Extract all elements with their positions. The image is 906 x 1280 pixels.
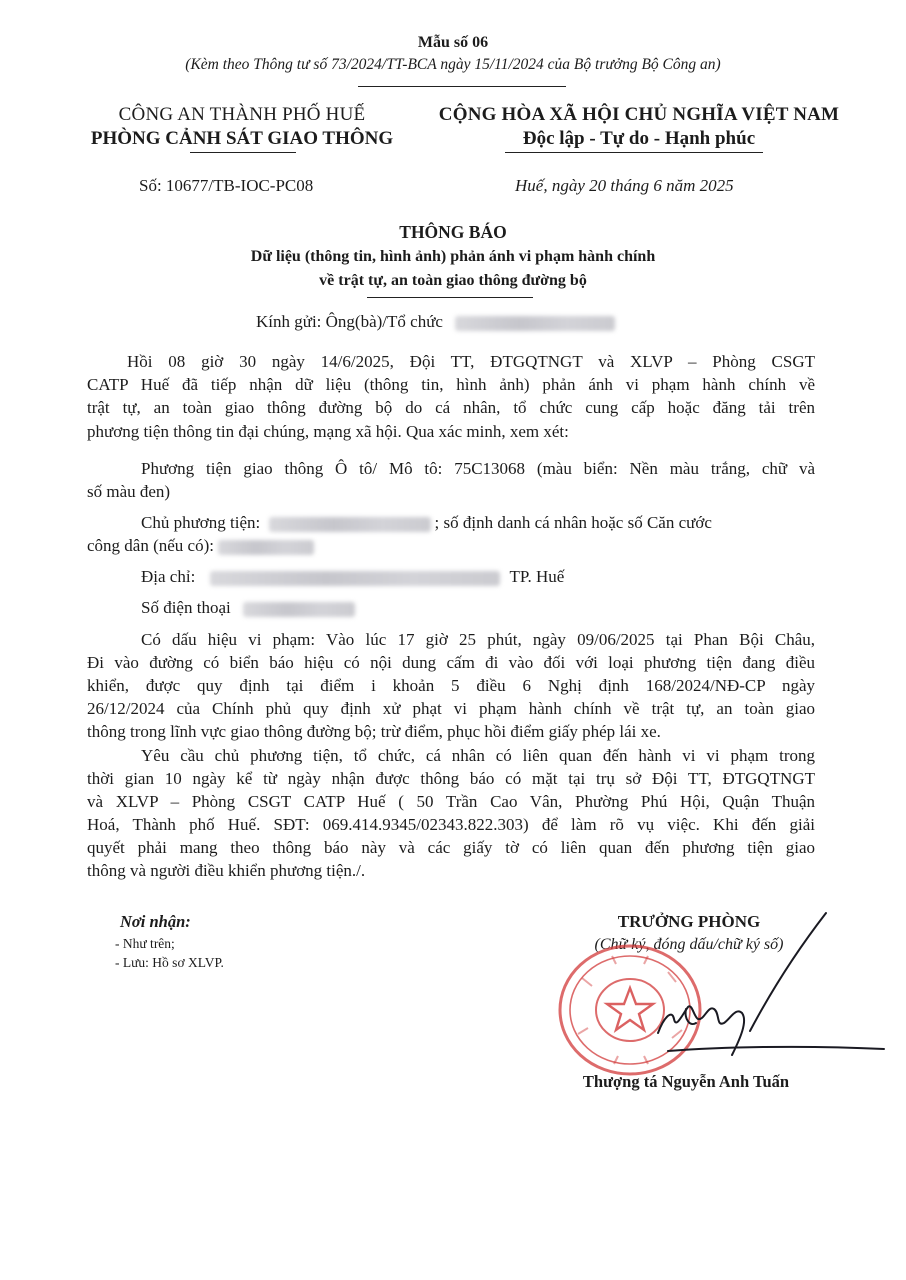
request-line-2: thời gian 10 ngày kể từ ngày nhận được thông báo có mặt tại trụ sở Đội TT, ĐTGQTNGT bbox=[87, 769, 815, 788]
citizen-id-line bbox=[87, 534, 314, 557]
intro-line-2: CATP Huế đã tiếp nhận dữ liệu (thông tin, hình ảnh) phản ánh vi phạm hành chính về bbox=[87, 375, 815, 394]
nation-motto: Độc lập - Tự do - Hạnh phúc bbox=[522, 128, 756, 149]
owner-line-rest: ; số định danh cá nhân hoặc số Căn cước bbox=[434, 513, 712, 532]
handwritten-signature bbox=[600, 905, 900, 1065]
redacted-address bbox=[210, 571, 500, 586]
owner-label: Chủ phương tiện: bbox=[141, 513, 261, 532]
phone-label: Số điện thoại bbox=[141, 598, 231, 617]
form-number: Mẫu số 06 bbox=[417, 34, 489, 51]
agency-parent: CÔNG AN THÀNH PHỐ HUẾ bbox=[118, 104, 366, 125]
owner-line bbox=[141, 511, 815, 534]
intro-line-3: trật tự, an toàn giao thông đường bộ do cá nhân, tổ chức cung cấp hoặc đăng tải trên bbox=[87, 398, 815, 417]
issue-date: Huế, ngày 20 tháng 6 năm 2025 bbox=[515, 176, 734, 195]
redacted-recipient-name bbox=[455, 316, 615, 331]
violation-line-2: Đi vào đường có biển báo hiệu có nội dung cấm đi vào đối với loại phương tiện đang điều bbox=[87, 653, 815, 672]
intro-line-1: Hồi 08 giờ 30 ngày 14/6/2025, Đội TT, ĐTGQTNGT và XLVP – Phòng CSGT bbox=[127, 352, 815, 371]
recipients-heading: Nơi nhận: bbox=[120, 912, 191, 931]
violation-line-5: thông trong lĩnh vực giao thông đường bộ; trừ điểm, phục hồi điểm giấy phép lái xe. bbox=[87, 722, 661, 741]
signer-name: Thượng tá Nguyễn Anh Tuấn bbox=[582, 1072, 790, 1091]
notice-title: THÔNG BÁO bbox=[399, 222, 507, 242]
agency-underline bbox=[190, 152, 296, 153]
citizen-id-label: công dân (nếu có): bbox=[87, 536, 214, 555]
recipient-line bbox=[256, 310, 615, 333]
violation-line-3: khiển, được quy định tại điểm i khoản 5 điều 6 Nghị định 168/2024/NĐ-CP ngày bbox=[87, 676, 815, 695]
request-line-6: thông và người điều khiển phương tiện./. bbox=[87, 861, 366, 880]
issuing-agency bbox=[62, 104, 422, 150]
reference-underline bbox=[358, 86, 566, 87]
title-underline bbox=[367, 297, 533, 298]
form-reference: (Kèm theo Thông tư số 73/2024/TT-BCA ngày 15/11/2024 của Bộ trưởng Bộ Công an) bbox=[185, 56, 721, 73]
address-label: Địa chỉ: bbox=[141, 567, 196, 586]
redacted-phone bbox=[243, 602, 355, 617]
document-number: Số: 10677/TB-IOC-PC08 bbox=[139, 176, 314, 195]
phone-line bbox=[141, 596, 355, 619]
request-line-5: quyết phải mang theo thông báo này và các giấy tờ có liên quan đến phương tiện giao bbox=[87, 838, 815, 857]
address-line bbox=[141, 565, 564, 588]
notice-subtitle-line2: về trật tự, an toàn giao thông đường bộ bbox=[319, 272, 587, 289]
violation-line-1: Có dấu hiệu vi phạm: Vào lúc 17 giờ 25 phút, ngày 09/06/2025 tại Phan Bội Châu, bbox=[141, 630, 815, 649]
request-line-4: Hoá, Thành phố Huế. SĐT: 069.414.9345/02343.822.303) để làm rõ vụ việc. Khi đến giải bbox=[87, 815, 815, 834]
redacted-owner-name bbox=[269, 517, 431, 532]
signer-title: TRƯỞNG PHÒNG bbox=[617, 912, 761, 931]
address-city: TP. Huế bbox=[509, 567, 565, 586]
intro-line-4: phương tiện thông tin đại chúng, mạng xã hội. Qua xác minh, xem xét: bbox=[87, 422, 569, 441]
motto-underline bbox=[505, 152, 763, 153]
request-line-1: Yêu cầu chủ phương tiện, tổ chức, cá nhân có liên quan đến hành vi vi phạm trong bbox=[141, 746, 815, 765]
agency-name: PHÒNG CẢNH SÁT GIAO THÔNG bbox=[90, 128, 394, 149]
vehicle-line-2: số màu đen) bbox=[87, 482, 171, 501]
recipient-label: Kính gửi: Ông(bà)/Tổ chức bbox=[256, 312, 443, 331]
violation-line-4: 26/12/2024 của Chính phủ quy định xử phạt vi phạm hành chính về trật tự, an toàn giao bbox=[87, 699, 815, 718]
nation-name: CỘNG HÒA XÃ HỘI CHỦ NGHĨA VIỆT NAM bbox=[438, 104, 840, 125]
notice-subtitle-line1: Dữ liệu (thông tin, hình ảnh) phản ánh vi phạm hành chính bbox=[250, 248, 656, 265]
vehicle-line-1: Phương tiện giao thông Ô tô/ Mô tô: 75C13068 (màu biển: Nền màu trắng, chữ và bbox=[141, 459, 815, 478]
recipient-item: - Như trên; bbox=[115, 936, 175, 951]
redacted-citizen-id bbox=[218, 540, 314, 555]
recipient-item: - Lưu: Hồ sơ XLVP. bbox=[115, 955, 224, 970]
signature-note: (Chữ ký, đóng dấu/chữ ký số) bbox=[594, 936, 784, 953]
national-header bbox=[404, 104, 874, 150]
request-line-3: và XLVP – Phòng CSGT CATP Huế ( 50 Trần Cao Vân, Phường Phú Hội, Quận Thuận bbox=[87, 792, 815, 811]
